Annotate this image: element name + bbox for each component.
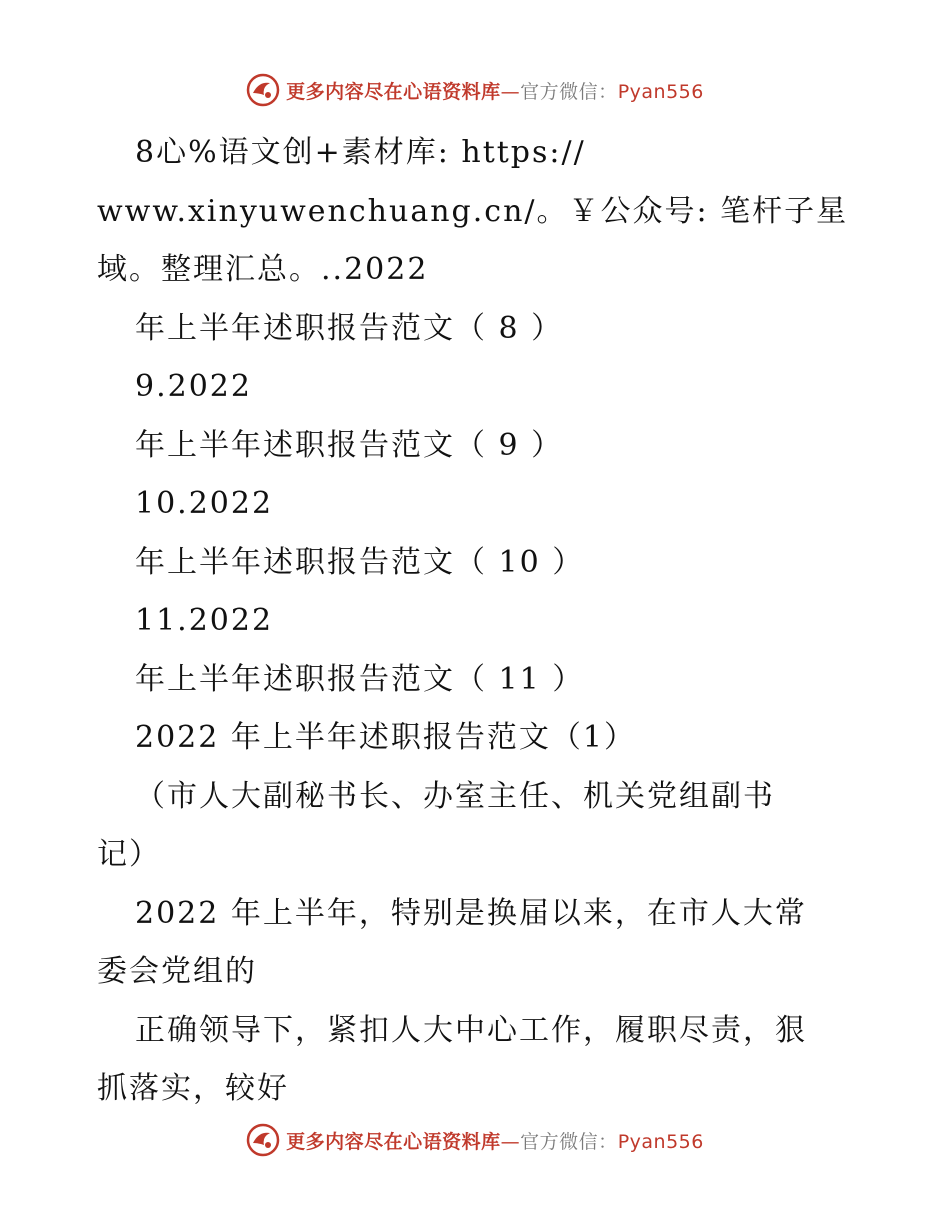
banner-label: 官方微信：: [520, 80, 618, 103]
body-line-8: 年上半年述职报告范文（ 10 ）: [135, 544, 585, 580]
body-line-11: 2022 年上半年述职报告范文（1）: [135, 720, 636, 755]
document-body: [97, 124, 867, 1119]
swirl-logo-icon: [246, 73, 280, 107]
header-banner-content: [246, 73, 704, 107]
banner-dash: —: [500, 80, 521, 103]
body-line-16: 正确领导下，紧扣人大中心工作，履职尽责，狠: [135, 1012, 807, 1048]
header-banner: [0, 70, 950, 110]
banner-brand: 更多内容尽在心语资料库: [286, 80, 501, 103]
footer-banner: [0, 1120, 950, 1160]
banner-wechat-id: Pyan556: [617, 1130, 704, 1153]
footer-banner-text: [286, 1127, 704, 1154]
body-line-7: 10.2022: [135, 486, 274, 521]
body-line-10: 年上半年述职报告范文（ 11 ）: [135, 661, 585, 697]
body-line-13: 记）: [97, 837, 161, 872]
banner-wechat-id: Pyan556: [617, 80, 704, 103]
body-line-15: 委会党组的: [97, 954, 257, 989]
body-line-2: www.xinyuwenchuang.cn/。￥公众号: 笔杆子星: [97, 193, 849, 229]
swirl-logo-icon: [246, 1123, 280, 1157]
body-line-6: 年上半年述职报告范文（ 9 ）: [135, 427, 564, 463]
header-banner-text: [286, 77, 704, 104]
body-line-1: 8心%语文创+素材库: https://: [135, 135, 586, 170]
body-line-12: （市人大副秘书长、办室主任、机关党组副书: [135, 778, 775, 814]
footer-banner-content: [246, 1123, 704, 1157]
body-line-17: 抓落实，较好: [97, 1071, 289, 1106]
body-line-3: 域。整理汇总。..2022: [97, 252, 429, 287]
body-line-5: 9.2022: [135, 369, 252, 404]
banner-label: 官方微信：: [520, 1130, 618, 1153]
banner-dash: —: [500, 1130, 521, 1153]
body-line-14: 2022 年上半年，特别是换届以来，在市人大常: [135, 895, 807, 931]
body-line-9: 11.2022: [135, 603, 274, 638]
body-line-4: 年上半年述职报告范文（ 8 ）: [135, 310, 564, 346]
banner-brand: 更多内容尽在心语资料库: [286, 1130, 501, 1153]
